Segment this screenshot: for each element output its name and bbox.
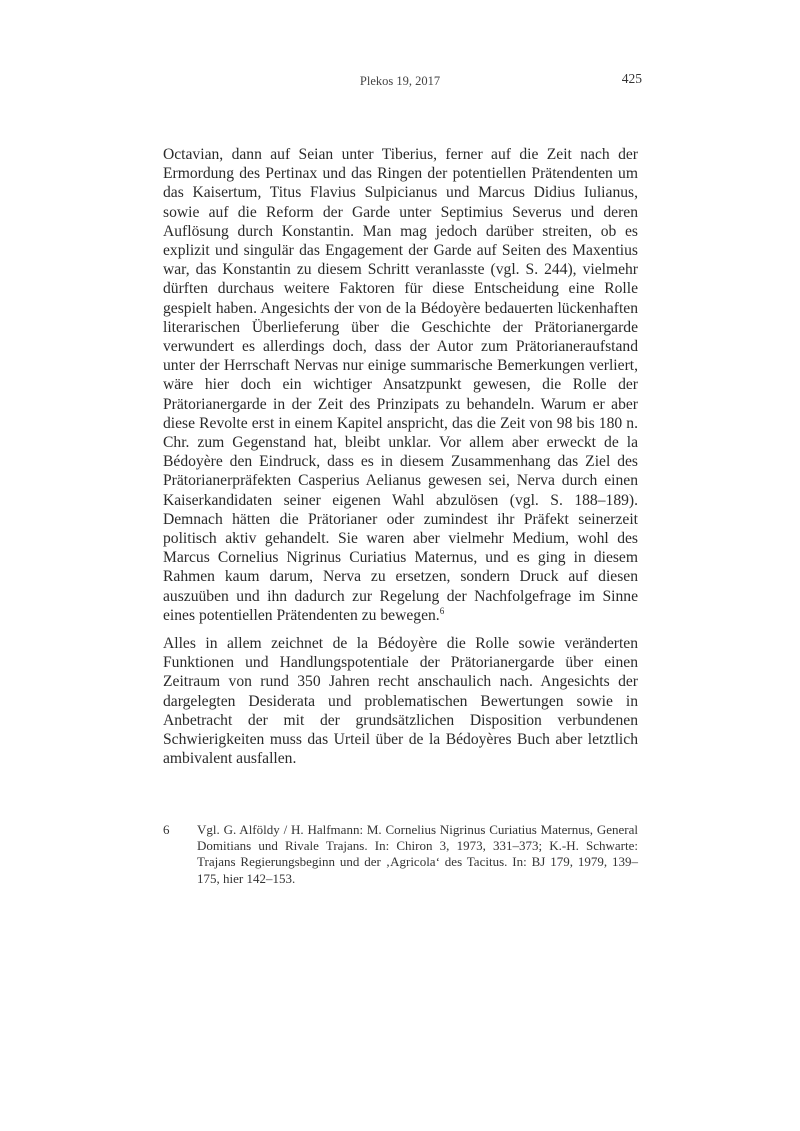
footnote-text: Vgl. G. Alföldy / H. Halfmann: M. Cornelius Nigrinus Curiatius Maternus, General Domitians und Rivale Trajans. In: Chiron 3, 1973, 331–373; K.-H. Schwarte: Trajans Regierungsbeginn und der ‚Agricola‘ des Tacitus. In: BJ 179, 1979, 139–175, hier 142–153. — [197, 822, 638, 886]
journal-title: Plekos 19, 2017 — [359, 74, 441, 88]
page-number: 425 — [621, 71, 642, 86]
paragraph — [163, 145, 638, 625]
main-text — [163, 145, 638, 769]
paragraph-text: Alles in allem zeichnet de la Bédoyère die Rolle sowie veränderten Funktionen und Handlungspotentiale der Prätorianergarde über einen Zeitraum von rund 350 Jahren recht anschaulich nach. Angesichts der dargelegten Desiderata und problematischen Bewertungen sowie in Anbetracht der mit der grundsätzlichen Disposition verbundenen Schwierigkeiten muss das Urteil über de la Bédoyères Buch aber letztlich ambivalent ausfallen. — [163, 635, 638, 768]
footnotes — [163, 822, 638, 887]
footnote-reference[interactable]: 6 — [439, 605, 445, 616]
footnote — [163, 822, 638, 887]
paragraph-text: Octavian, dann auf Seian unter Tiberius, ferner auf die Zeit nach der Ermordung des Pertinax und das Ringen der potentiellen Prätendenten um das Kaisertum, Titus Flavius Sulpicianus und Marcus Didius Iulianus, sowie auf die Reform der Garde unter Septimius Severus und deren Auflösung durch Konstantin. Man mag jedoch darüber streiten, ob es explizit und singulär das Engagement der Garde auf Seiten des Maxentius war, das Konstantin zu diesem Schritt veranlasste (vgl. S. 244), vielmehr dürften durchaus weitere Faktoren für diese Entscheidung eine Rolle gespielt haben. Angesichts der von de la Bédoyère bedauerten lückenhaften literarischen Überlieferung über die Geschichte der Prätorianergarde verwundert es allerdings doch, dass der Autor zum Prätorianeraufstand unter der Herrschaft Nervas nur einige summarische Bemerkungen verliert, wäre hier doch ein wichtiger Ansatzpunkt gewesen, die Rolle der Prätorianergarde in der Zeit des Prinzipats zu behandeln. Warum er aber diese Revolte erst in einem Kapitel anspricht, das die Zeit von 98 bis 180 n. Chr. zum Gegenstand hat, bleibt unklar. Vor allem aber erweckt de la Bédoyère den Eindruck, dass es in diesem Zusammenhang das Ziel des Prätorianerpräfekten Casperius Aelianus gewesen sei, Nerva durch einen Kaiserkandidaten seiner eigenen Wahl abzulösen (vgl. S. 188–189). Demnach hätten die Prätorianer oder zumindest ihr Präfekt seinerzeit politisch aktiv gehandelt. Sie waren aber vielmehr Medium, wohl des Marcus Cornelius Nigrinus Curiatius Maternus, und es ging in diesem Rahmen kaum darum, Nerva zu ersetzen, sondern Druck auf diesen auszuüben und ihn dadurch zur Regelung der Nachfolgefrage im Sinne eines potentiellen Prätendenten zu bewegen. — [163, 146, 638, 624]
paragraph — [163, 634, 638, 768]
footnote-number: 6 — [163, 822, 170, 837]
